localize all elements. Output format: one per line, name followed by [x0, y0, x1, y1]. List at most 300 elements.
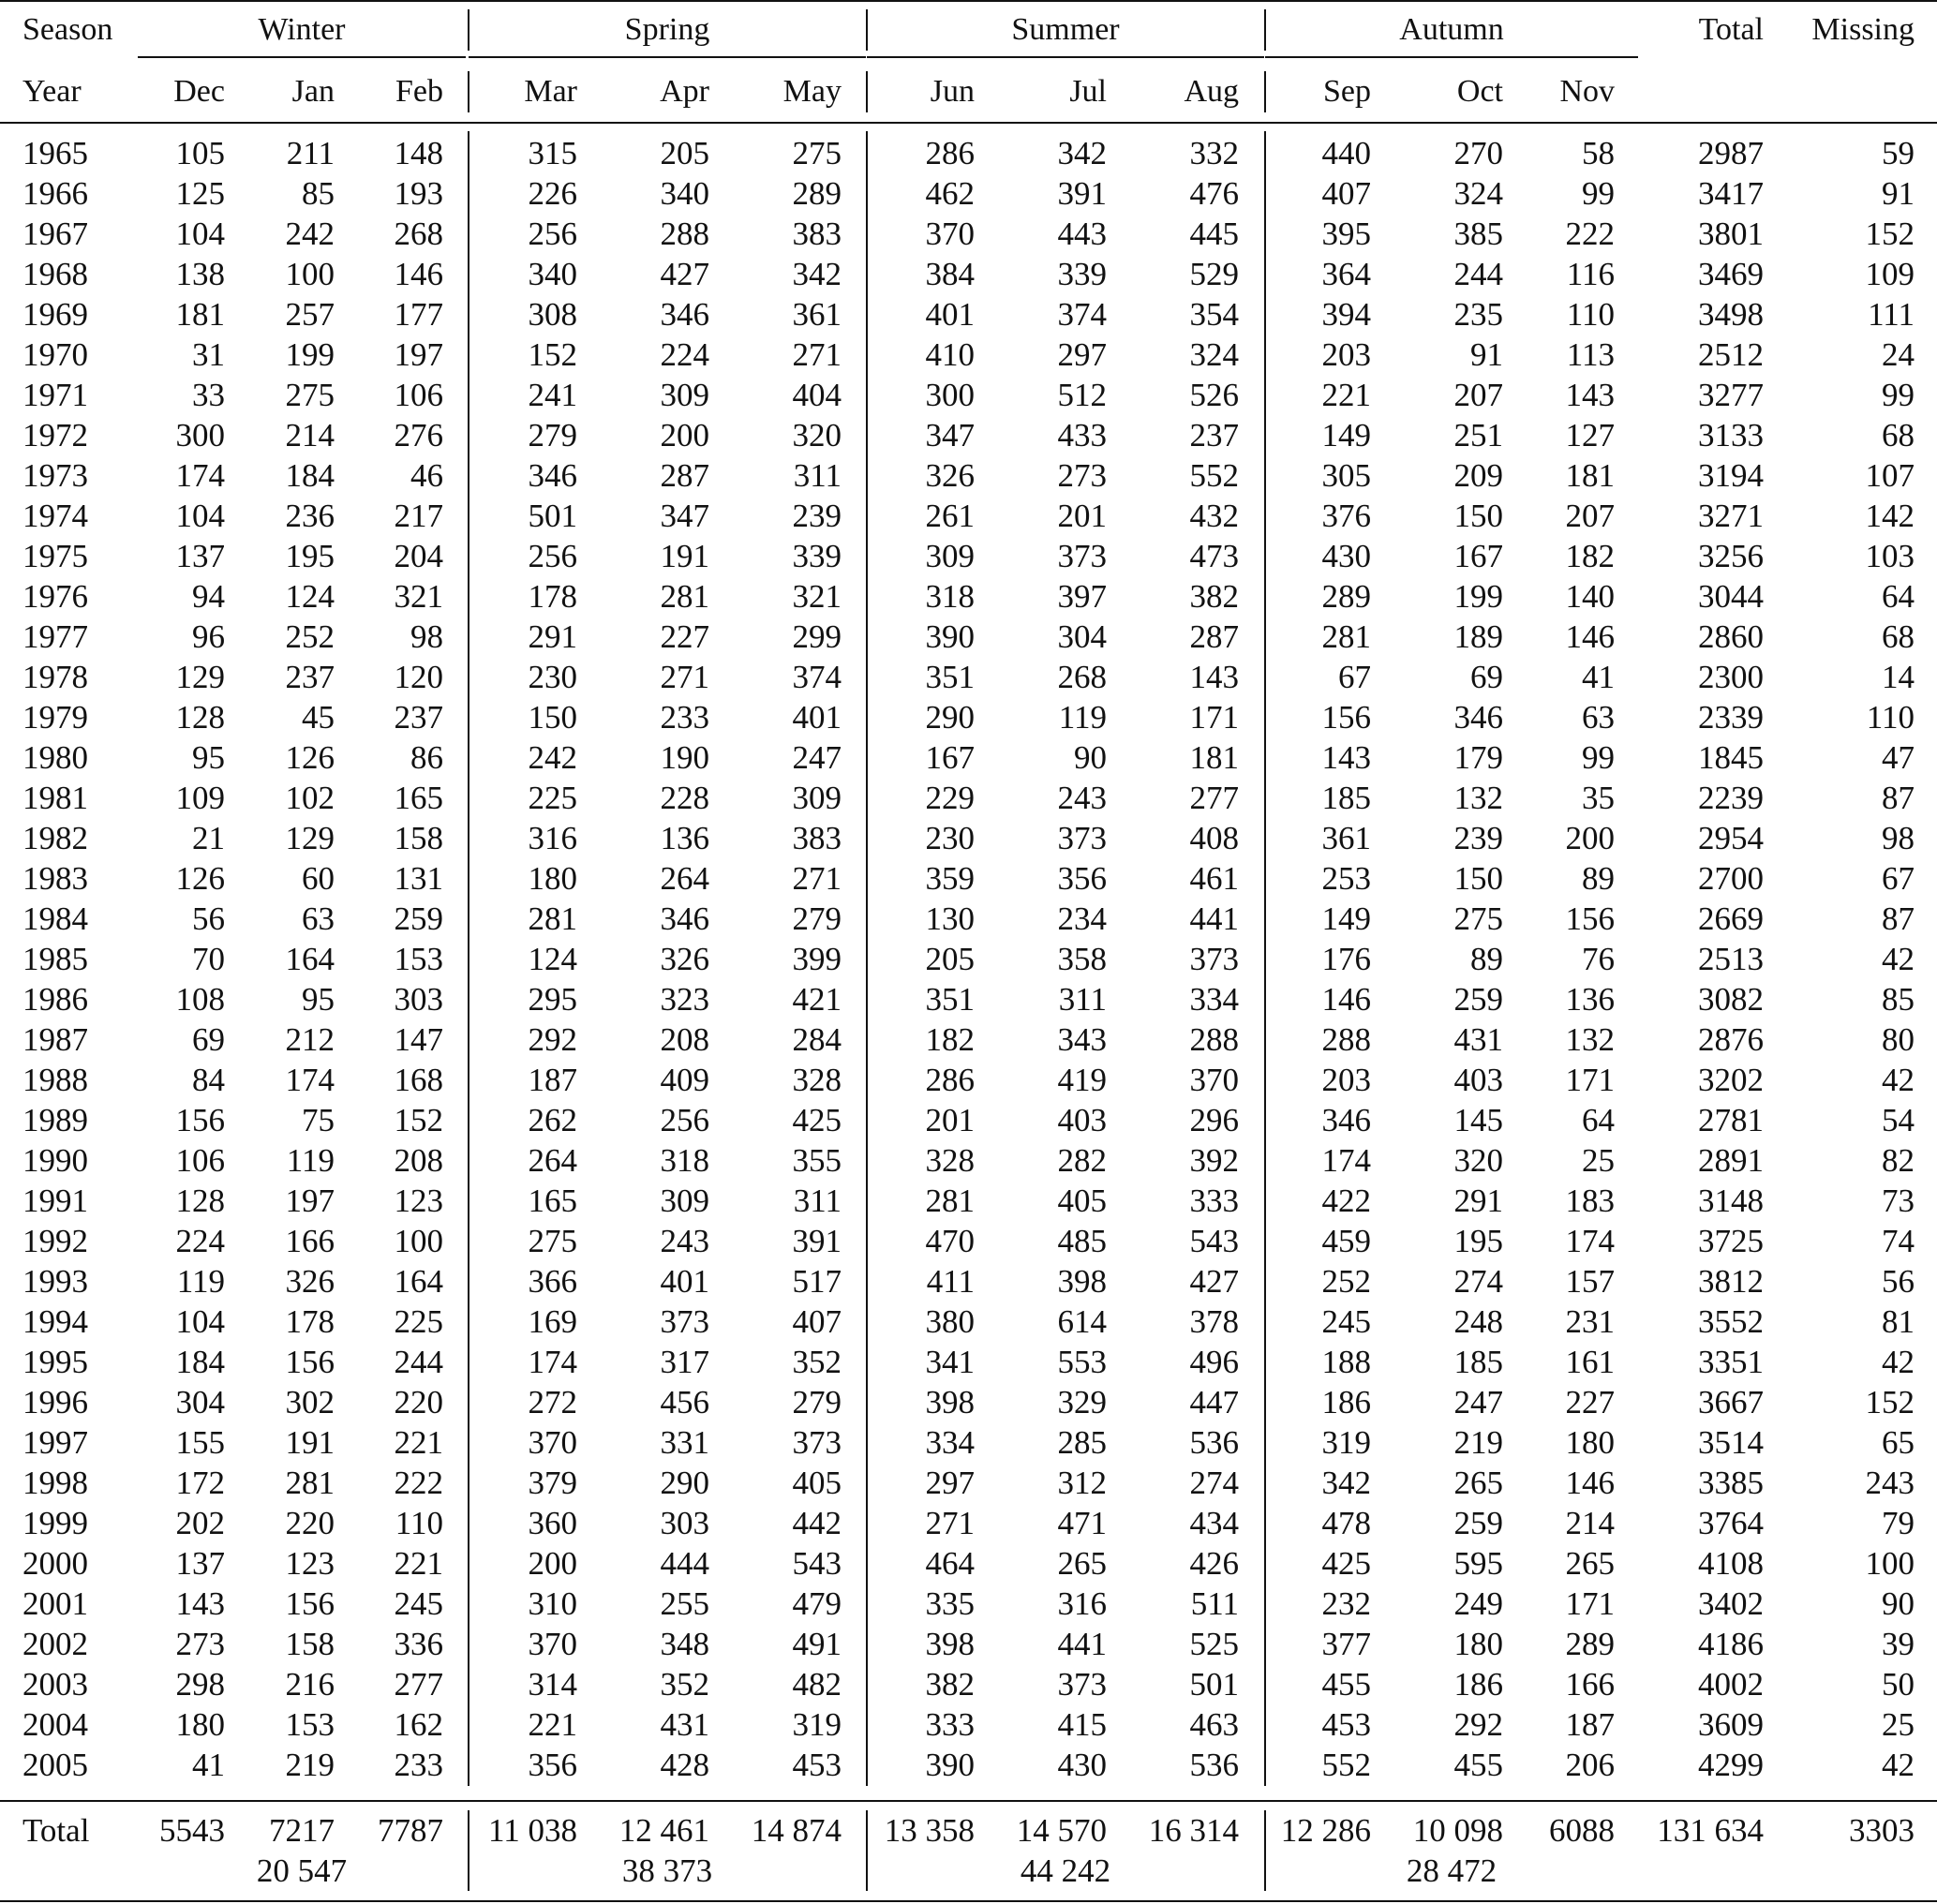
- value-cell: 288: [1321, 1021, 1371, 1058]
- missing-cell: 85: [1882, 981, 1915, 1018]
- value-cell: 162: [394, 1706, 443, 1743]
- value-cell: 292: [528, 1021, 577, 1058]
- value-cell: 407: [792, 1303, 842, 1340]
- value-cell: 221: [1321, 377, 1371, 413]
- value-cell: 116: [1566, 256, 1615, 292]
- value-cell: 178: [285, 1303, 335, 1340]
- value-cell: 216: [285, 1666, 335, 1703]
- value-cell: 241: [528, 377, 577, 413]
- value-cell: 219: [285, 1747, 335, 1783]
- value-cell: 178: [528, 578, 577, 615]
- value-cell: 199: [285, 336, 335, 373]
- value-cell: 426: [1189, 1545, 1239, 1582]
- month-total-cell: 7787: [378, 1812, 443, 1849]
- value-cell: 430: [1321, 538, 1371, 574]
- value-cell: 309: [792, 780, 842, 816]
- value-cell: 256: [528, 216, 577, 252]
- year-cell: 1986: [22, 981, 88, 1018]
- year-cell: 1976: [22, 578, 88, 615]
- missing-cell: 107: [1865, 457, 1915, 494]
- value-cell: 206: [1565, 1747, 1615, 1783]
- value-cell: 256: [660, 1102, 709, 1138]
- value-cell: 98: [410, 618, 443, 655]
- value-cell: 185: [1453, 1344, 1503, 1380]
- value-cell: 200: [660, 417, 709, 454]
- value-cell: 126: [285, 739, 335, 776]
- value-cell: 205: [660, 135, 709, 171]
- value-cell: 275: [792, 135, 842, 171]
- total-cell: 3812: [1698, 1263, 1764, 1300]
- value-cell: 185: [1321, 780, 1371, 816]
- value-cell: 100: [394, 1223, 443, 1259]
- value-cell: 58: [1582, 135, 1615, 171]
- value-cell: 319: [792, 1706, 842, 1743]
- value-cell: 289: [1321, 578, 1371, 615]
- value-cell: 432: [1189, 498, 1239, 534]
- value-cell: 229: [925, 780, 975, 816]
- year-cell: 1981: [22, 780, 88, 816]
- year-cell: 1975: [22, 538, 88, 574]
- value-cell: 346: [660, 900, 709, 937]
- value-cell: 89: [1582, 860, 1615, 897]
- missing-cell: 103: [1865, 538, 1915, 574]
- value-cell: 384: [925, 256, 975, 292]
- value-cell: 200: [528, 1545, 577, 1582]
- value-cell: 150: [528, 699, 577, 736]
- value-cell: 281: [925, 1183, 975, 1219]
- missing-cell: 82: [1882, 1142, 1915, 1179]
- value-cell: 297: [1057, 336, 1107, 373]
- value-cell: 104: [175, 216, 225, 252]
- value-cell: 281: [1321, 618, 1371, 655]
- total-cell: 3667: [1698, 1384, 1764, 1421]
- value-cell: 379: [528, 1465, 577, 1501]
- value-cell: 63: [1582, 699, 1615, 736]
- value-cell: 346: [660, 296, 709, 333]
- year-cell: 1974: [22, 498, 88, 534]
- value-cell: 385: [1453, 216, 1503, 252]
- value-cell: 275: [528, 1223, 577, 1259]
- value-cell: 461: [1189, 860, 1239, 897]
- value-cell: 543: [792, 1545, 842, 1582]
- value-cell: 398: [925, 1626, 975, 1662]
- value-cell: 244: [1453, 256, 1503, 292]
- year-cell: 2001: [22, 1585, 88, 1622]
- missing-cell: 24: [1882, 336, 1915, 373]
- value-cell: 222: [394, 1465, 443, 1501]
- value-cell: 501: [528, 498, 577, 534]
- value-cell: 453: [792, 1747, 842, 1783]
- value-cell: 277: [394, 1666, 443, 1703]
- value-cell: 326: [925, 457, 975, 494]
- value-cell: 123: [285, 1545, 335, 1582]
- value-cell: 182: [925, 1021, 975, 1058]
- value-cell: 419: [1057, 1062, 1107, 1098]
- value-cell: 149: [1321, 900, 1371, 937]
- value-cell: 164: [394, 1263, 443, 1300]
- value-cell: 394: [1321, 296, 1371, 333]
- year-cell: 2002: [22, 1626, 88, 1662]
- value-cell: 421: [792, 981, 842, 1018]
- value-cell: 443: [1057, 216, 1107, 252]
- value-cell: 136: [1565, 981, 1615, 1018]
- value-cell: 199: [1453, 578, 1503, 615]
- value-cell: 70: [192, 941, 225, 977]
- value-cell: 204: [394, 538, 443, 574]
- value-cell: 237: [285, 659, 335, 695]
- value-cell: 274: [1189, 1465, 1239, 1501]
- total-cell: 3552: [1698, 1303, 1764, 1340]
- missing-cell: 59: [1882, 135, 1915, 171]
- value-cell: 476: [1189, 175, 1239, 212]
- value-cell: 370: [1189, 1062, 1239, 1098]
- missing-cell: 79: [1882, 1505, 1915, 1541]
- bottom-rule: [0, 1900, 1937, 1902]
- value-cell: 342: [1057, 135, 1107, 171]
- value-cell: 156: [285, 1585, 335, 1622]
- value-cell: 124: [285, 578, 335, 615]
- value-cell: 275: [285, 377, 335, 413]
- value-cell: 380: [925, 1303, 975, 1340]
- value-cell: 255: [660, 1585, 709, 1622]
- value-cell: 326: [660, 941, 709, 977]
- missing-cell: 42: [1882, 1747, 1915, 1783]
- value-cell: 248: [1453, 1303, 1503, 1340]
- value-cell: 512: [1057, 377, 1107, 413]
- total-cell: 3498: [1698, 296, 1764, 333]
- value-cell: 373: [1057, 820, 1107, 856]
- year-cell: 1998: [22, 1465, 88, 1501]
- year-cell: 1971: [22, 377, 88, 413]
- value-cell: 158: [394, 820, 443, 856]
- value-cell: 320: [792, 417, 842, 454]
- year-cell: 1970: [22, 336, 88, 373]
- value-cell: 595: [1453, 1545, 1503, 1582]
- value-cell: 174: [285, 1062, 335, 1098]
- value-cell: 183: [1565, 1183, 1615, 1219]
- value-cell: 342: [792, 256, 842, 292]
- value-cell: 230: [528, 659, 577, 695]
- total-cell: 3148: [1698, 1183, 1764, 1219]
- value-cell: 303: [394, 981, 443, 1018]
- value-cell: 456: [660, 1384, 709, 1421]
- value-cell: 67: [1338, 659, 1371, 695]
- season-underline-autumn: [1265, 56, 1638, 58]
- season-total-winter: 20 547: [256, 1852, 348, 1889]
- value-cell: 316: [1057, 1585, 1107, 1622]
- value-cell: 76: [1582, 941, 1615, 977]
- value-cell: 407: [1321, 175, 1371, 212]
- year-cell: 1996: [22, 1384, 88, 1421]
- year-cell: 1973: [22, 457, 88, 494]
- value-cell: 253: [1321, 860, 1371, 897]
- value-cell: 358: [1057, 941, 1107, 977]
- value-cell: 326: [285, 1263, 335, 1300]
- value-cell: 397: [1057, 578, 1107, 615]
- value-cell: 264: [660, 860, 709, 897]
- value-cell: 247: [1453, 1384, 1503, 1421]
- value-cell: 171: [1189, 699, 1239, 736]
- value-cell: 167: [925, 739, 975, 776]
- value-cell: 86: [410, 739, 443, 776]
- value-cell: 109: [175, 780, 225, 816]
- total-cell: 2300: [1698, 659, 1764, 695]
- season-total-summer: 44 242: [1020, 1852, 1111, 1889]
- value-cell: 346: [1453, 699, 1503, 736]
- missing-cell: 91: [1882, 175, 1915, 212]
- value-cell: 233: [660, 699, 709, 736]
- total-cell: 2700: [1698, 860, 1764, 897]
- month-header-feb: Feb: [395, 74, 443, 109]
- value-cell: 84: [192, 1062, 225, 1098]
- year-cell: 1993: [22, 1263, 88, 1300]
- value-cell: 425: [792, 1102, 842, 1138]
- year-cell: 2005: [22, 1747, 88, 1783]
- value-cell: 340: [528, 256, 577, 292]
- value-cell: 314: [528, 1666, 577, 1703]
- value-cell: 287: [660, 457, 709, 494]
- value-cell: 181: [175, 296, 225, 333]
- value-cell: 346: [528, 457, 577, 494]
- value-cell: 336: [394, 1626, 443, 1662]
- value-cell: 191: [660, 538, 709, 574]
- value-cell: 200: [1565, 820, 1615, 856]
- value-cell: 347: [660, 498, 709, 534]
- value-cell: 156: [285, 1344, 335, 1380]
- value-cell: 382: [1189, 578, 1239, 615]
- value-cell: 471: [1057, 1505, 1107, 1541]
- year-cell: 1972: [22, 417, 88, 454]
- value-cell: 99: [1582, 175, 1615, 212]
- value-cell: 339: [792, 538, 842, 574]
- year-cell: 1968: [22, 256, 88, 292]
- total-cell: 2513: [1698, 941, 1764, 977]
- value-cell: 85: [302, 175, 335, 212]
- value-cell: 242: [285, 216, 335, 252]
- value-cell: 543: [1189, 1223, 1239, 1259]
- value-cell: 31: [192, 336, 225, 373]
- value-cell: 320: [1453, 1142, 1503, 1179]
- value-cell: 211: [286, 135, 335, 171]
- value-cell: 304: [1057, 618, 1107, 655]
- value-cell: 323: [660, 981, 709, 1018]
- value-cell: 119: [286, 1142, 335, 1179]
- value-cell: 335: [925, 1585, 975, 1622]
- value-cell: 239: [1453, 820, 1503, 856]
- value-cell: 90: [1074, 739, 1107, 776]
- total-header: Total: [1698, 12, 1764, 47]
- value-cell: 152: [528, 336, 577, 373]
- value-cell: 129: [175, 659, 225, 695]
- value-cell: 126: [175, 860, 225, 897]
- value-cell: 440: [1321, 135, 1371, 171]
- value-cell: 311: [1058, 981, 1107, 1018]
- value-cell: 355: [792, 1142, 842, 1179]
- value-cell: 180: [528, 860, 577, 897]
- value-cell: 536: [1189, 1424, 1239, 1461]
- value-cell: 236: [285, 498, 335, 534]
- value-cell: 281: [285, 1465, 335, 1501]
- value-cell: 143: [1189, 659, 1239, 695]
- total-cell: 2987: [1698, 135, 1764, 171]
- value-cell: 110: [395, 1505, 443, 1541]
- value-cell: 106: [394, 377, 443, 413]
- season-winter: Winter: [258, 12, 346, 47]
- year-cell: 1980: [22, 739, 88, 776]
- value-cell: 425: [1321, 1545, 1371, 1582]
- value-cell: 348: [660, 1626, 709, 1662]
- value-cell: 316: [528, 820, 577, 856]
- total-cell: 3202: [1698, 1062, 1764, 1098]
- value-cell: 212: [285, 1021, 335, 1058]
- value-cell: 234: [1057, 900, 1107, 937]
- value-cell: 553: [1057, 1344, 1107, 1380]
- value-cell: 220: [394, 1384, 443, 1421]
- value-cell: 399: [792, 941, 842, 977]
- value-cell: 401: [660, 1263, 709, 1300]
- value-cell: 411: [926, 1263, 975, 1300]
- value-cell: 525: [1189, 1626, 1239, 1662]
- value-cell: 434: [1189, 1505, 1239, 1541]
- value-cell: 190: [660, 739, 709, 776]
- value-cell: 230: [925, 820, 975, 856]
- total-cell: 3609: [1698, 1706, 1764, 1743]
- value-cell: 331: [660, 1424, 709, 1461]
- total-cell: 2781: [1698, 1102, 1764, 1138]
- value-cell: 186: [1321, 1384, 1371, 1421]
- value-cell: 136: [660, 820, 709, 856]
- value-cell: 529: [1189, 256, 1239, 292]
- value-cell: 208: [660, 1021, 709, 1058]
- value-cell: 203: [1321, 1062, 1371, 1098]
- value-cell: 108: [175, 981, 225, 1018]
- value-cell: 149: [1321, 417, 1371, 454]
- total-cell: 2512: [1698, 336, 1764, 373]
- month-total-cell: 12 286: [1280, 1812, 1371, 1849]
- missing-cell: 99: [1882, 377, 1915, 413]
- value-cell: 244: [394, 1344, 443, 1380]
- value-cell: 340: [660, 175, 709, 212]
- missing-cell: 25: [1882, 1706, 1915, 1743]
- value-cell: 552: [1321, 1747, 1371, 1783]
- value-cell: 104: [175, 498, 225, 534]
- value-cell: 120: [394, 659, 443, 695]
- total-cell: 3402: [1698, 1585, 1764, 1622]
- season-underline-spring: [469, 56, 866, 58]
- value-cell: 203: [1321, 336, 1371, 373]
- value-cell: 46: [410, 457, 443, 494]
- missing-cell: 50: [1882, 1666, 1915, 1703]
- value-cell: 491: [792, 1626, 842, 1662]
- season-total-autumn: 28 472: [1406, 1852, 1497, 1889]
- value-cell: 279: [792, 900, 842, 937]
- missing-cell: 47: [1882, 739, 1915, 776]
- value-cell: 342: [1321, 1465, 1371, 1501]
- month-header-jun: Jun: [930, 74, 975, 109]
- value-cell: 195: [285, 538, 335, 574]
- value-cell: 242: [528, 739, 577, 776]
- value-cell: 398: [925, 1384, 975, 1421]
- value-cell: 370: [925, 216, 975, 252]
- value-cell: 247: [792, 739, 842, 776]
- value-cell: 166: [1565, 1666, 1615, 1703]
- value-cell: 315: [528, 135, 577, 171]
- value-cell: 275: [1453, 900, 1503, 937]
- value-cell: 317: [660, 1344, 709, 1380]
- season-underline-summer: [867, 56, 1264, 58]
- value-cell: 614: [1057, 1303, 1107, 1340]
- header-rule: [0, 122, 1937, 124]
- value-cell: 156: [1321, 699, 1371, 736]
- value-cell: 370: [528, 1424, 577, 1461]
- value-cell: 146: [1565, 618, 1615, 655]
- total-cell: 3725: [1698, 1223, 1764, 1259]
- value-cell: 271: [925, 1505, 975, 1541]
- value-cell: 328: [792, 1062, 842, 1098]
- month-header-sep: Sep: [1323, 74, 1371, 109]
- total-cell: 2891: [1698, 1142, 1764, 1179]
- value-cell: 459: [1321, 1223, 1371, 1259]
- value-cell: 225: [528, 780, 577, 816]
- value-cell: 453: [1321, 1706, 1371, 1743]
- missing-cell: 54: [1882, 1102, 1915, 1138]
- value-cell: 201: [1057, 498, 1107, 534]
- year-cell: 2004: [22, 1706, 88, 1743]
- value-cell: 321: [792, 578, 842, 615]
- value-cell: 222: [1565, 216, 1615, 252]
- value-cell: 205: [925, 941, 975, 977]
- value-cell: 182: [1565, 538, 1615, 574]
- value-cell: 132: [1565, 1021, 1615, 1058]
- value-cell: 374: [1057, 296, 1107, 333]
- value-cell: 288: [660, 216, 709, 252]
- value-cell: 526: [1189, 377, 1239, 413]
- total-cell: 3514: [1698, 1424, 1764, 1461]
- missing-cell: 67: [1882, 860, 1915, 897]
- value-cell: 226: [528, 175, 577, 212]
- total-cell: 4299: [1698, 1747, 1764, 1783]
- value-cell: 360: [528, 1505, 577, 1541]
- value-cell: 281: [660, 578, 709, 615]
- value-cell: 41: [1582, 659, 1615, 695]
- value-cell: 310: [528, 1585, 577, 1622]
- value-cell: 290: [660, 1465, 709, 1501]
- value-cell: 309: [925, 538, 975, 574]
- missing-cell: 56: [1882, 1263, 1915, 1300]
- value-cell: 207: [1453, 377, 1503, 413]
- value-cell: 187: [528, 1062, 577, 1098]
- year-cell: 1985: [22, 941, 88, 977]
- value-cell: 297: [925, 1465, 975, 1501]
- total-cell: 3044: [1698, 578, 1764, 615]
- value-cell: 89: [1470, 941, 1503, 977]
- value-cell: 308: [528, 296, 577, 333]
- value-cell: 300: [175, 417, 225, 454]
- year-cell: 1995: [22, 1344, 88, 1380]
- value-cell: 444: [660, 1545, 709, 1582]
- value-cell: 276: [394, 417, 443, 454]
- year-cell: 2003: [22, 1666, 88, 1703]
- total-cell: 3801: [1698, 216, 1764, 252]
- value-cell: 227: [660, 618, 709, 655]
- value-cell: 272: [528, 1384, 577, 1421]
- value-cell: 153: [285, 1706, 335, 1743]
- value-cell: 265: [1565, 1545, 1615, 1582]
- value-cell: 470: [925, 1223, 975, 1259]
- value-cell: 373: [660, 1303, 709, 1340]
- value-cell: 132: [1453, 780, 1503, 816]
- value-cell: 351: [925, 981, 975, 1018]
